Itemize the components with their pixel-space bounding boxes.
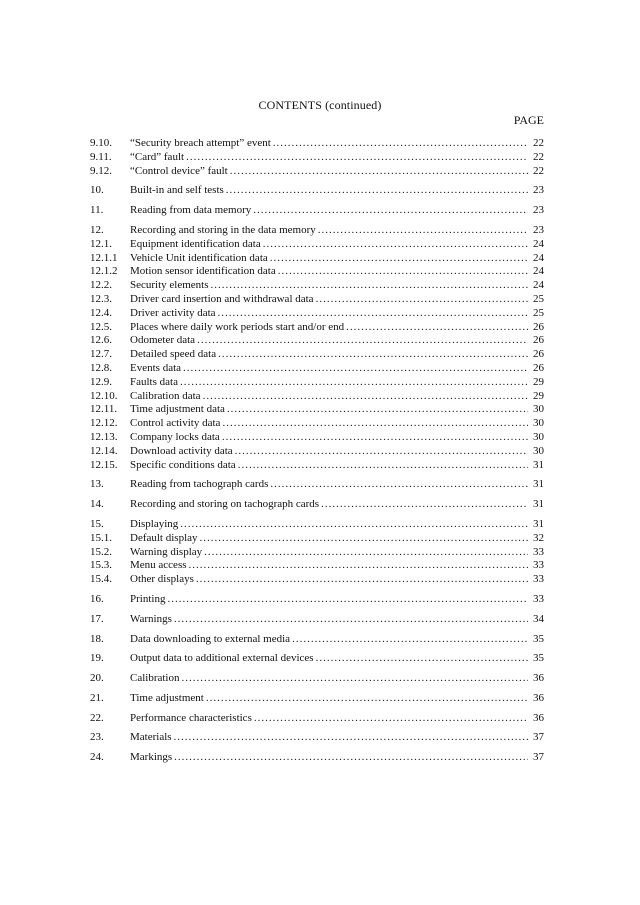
toc-entry [90, 431, 544, 445]
toc-entry [90, 459, 544, 473]
toc-entry-page: 37 [533, 751, 544, 764]
toc-entry-page: 31 [533, 517, 544, 530]
toc-entry-page: 23 [533, 204, 544, 217]
toc-entry-title: Materials [130, 731, 172, 744]
toc-entry-title: Default display [130, 531, 198, 544]
toc-entry-title: Recording and storing on tachograph cards [130, 498, 320, 511]
toc-entry [90, 613, 544, 627]
toc-entry-page: 22 [533, 150, 544, 163]
dot-leader [222, 417, 528, 431]
dot-leader [292, 633, 528, 647]
toc-entry [90, 390, 544, 404]
dot-leader [218, 307, 528, 321]
toc-entry [90, 573, 544, 587]
toc-entry-number: 23. [90, 731, 104, 744]
toc-entry-title: Driver activity data [130, 306, 216, 319]
toc-entry [90, 165, 544, 179]
toc-entry-title: Time adjustment data [130, 403, 225, 416]
toc-entry-title: Warning display [130, 545, 203, 558]
toc-entry-title: Markings [130, 751, 173, 764]
toc-entry [90, 731, 544, 745]
toc-entry-page: 30 [533, 417, 544, 430]
dot-leader [226, 184, 528, 198]
toc-entry-page: 23 [533, 184, 544, 197]
toc-entry-number: 12.2. [90, 279, 112, 292]
toc-entry [90, 204, 544, 218]
toc-entry-title: Detailed speed data [130, 348, 217, 361]
dot-leader [206, 692, 528, 706]
toc-entry-title: Calibration [130, 672, 180, 685]
toc-entry-title: Company locks data [130, 430, 220, 443]
toc-entry-number: 24. [90, 751, 104, 764]
toc-entry-number: 20. [90, 672, 104, 685]
toc-entry-page: 30 [533, 444, 544, 457]
toc-entry-title: Driver card insertion and withdrawal data [130, 292, 314, 305]
toc-entry-title: “Card” fault [130, 150, 185, 163]
toc-entry-title: Faults data [130, 375, 178, 388]
toc-entry [90, 238, 544, 252]
toc-entry-title: Performance characteristics [130, 711, 252, 724]
dot-leader [270, 478, 528, 492]
toc-entry-number: 15.2. [90, 545, 112, 558]
toc-entry-page: 26 [533, 334, 544, 347]
toc-entry [90, 672, 544, 686]
toc-entry-page: 36 [533, 711, 544, 724]
toc-entry [90, 376, 544, 390]
toc-entry [90, 546, 544, 560]
toc-entry-number: 19. [90, 652, 104, 665]
toc-entry-title: Equipment identification data [130, 237, 261, 250]
toc-entry-number: 15.3. [90, 559, 112, 572]
toc-entry-page: 33 [533, 592, 544, 605]
toc-entry [90, 751, 544, 765]
toc-entry-number: 10. [90, 184, 104, 197]
toc-entry-page: 31 [533, 478, 544, 491]
toc-entry [90, 498, 544, 512]
page-column-label: PAGE [513, 113, 544, 127]
toc-entry-number: 12.1. [90, 237, 112, 250]
toc-entry-page: 26 [533, 348, 544, 361]
toc-entry [90, 445, 544, 459]
toc-entry [90, 184, 544, 198]
toc-entry-number: 17. [90, 612, 104, 625]
toc-entry [90, 712, 544, 726]
toc-entry-title: Menu access [130, 559, 187, 572]
toc-entry [90, 478, 544, 492]
toc-entry [90, 293, 544, 307]
toc-entry [90, 559, 544, 573]
toc-entry-number: 9.10. [90, 137, 112, 149]
toc-entry-title: Events data [130, 361, 182, 374]
dot-leader [174, 613, 528, 627]
toc-entry-page: 36 [533, 672, 544, 685]
toc-entry-number: 18. [90, 632, 104, 645]
toc-entry-page: 30 [533, 403, 544, 416]
toc-entry-number: 12.1.2 [90, 265, 118, 278]
dot-leader [167, 593, 528, 607]
toc-entry [90, 307, 544, 321]
toc-entry-number: 16. [90, 592, 104, 605]
toc-entry-number: 12.9. [90, 375, 112, 388]
toc-entry-number: 14. [90, 498, 104, 511]
toc-entry-title: Security elements [130, 279, 209, 292]
toc-entry-title: Reading from tachograph cards [130, 478, 269, 491]
toc-entry-title: Calibration data [130, 389, 201, 402]
table-of-contents [90, 137, 544, 765]
toc-entry-title: Recording and storing in the data memory [130, 223, 316, 236]
toc-entry [90, 279, 544, 293]
toc-entry-number: 12.13. [90, 430, 118, 443]
toc-entry [90, 403, 544, 417]
dot-leader [263, 238, 528, 252]
toc-entry-page: 33 [533, 573, 544, 586]
toc-entry-title: Download activity data [130, 444, 233, 457]
toc-entry-number: 15.1. [90, 531, 112, 544]
toc-entry [90, 334, 544, 348]
toc-entry-page: 36 [533, 691, 544, 704]
toc-entry-title: Built-in and self tests [130, 184, 224, 197]
toc-entry-page: 32 [533, 531, 544, 544]
dot-leader [235, 445, 528, 459]
toc-entry-number: 12.8. [90, 361, 112, 374]
toc-entry [90, 417, 544, 431]
toc-entry-number: 12.3. [90, 292, 112, 305]
dot-leader [321, 498, 528, 512]
toc-entry-title: Odometer data [130, 334, 196, 347]
dot-leader [197, 334, 528, 348]
toc-entry-number: 12.4. [90, 306, 112, 319]
dot-leader [318, 224, 528, 238]
toc-entry-number: 12.1.1 [90, 251, 118, 264]
toc-entry-page: 23 [533, 223, 544, 236]
dot-leader [316, 652, 528, 666]
toc-entry-number: 12.11. [90, 403, 118, 416]
toc-entry-title: Reading from data memory [130, 204, 252, 217]
toc-entry-number: 12.5. [90, 320, 112, 333]
toc-entry-number: 15.4. [90, 573, 112, 586]
dot-leader [270, 252, 528, 266]
toc-entry [90, 652, 544, 666]
toc-entry-page: 24 [533, 279, 544, 292]
toc-entry-page: 33 [533, 559, 544, 572]
toc-entry-title: Displaying [130, 517, 179, 530]
toc-entry [90, 518, 544, 532]
dot-leader [218, 348, 528, 362]
dot-leader [174, 731, 528, 745]
toc-entry-title: Motion sensor identification data [130, 265, 276, 278]
toc-entry-page: 34 [533, 612, 544, 625]
toc-entry-title: “Control device” fault [130, 164, 228, 177]
dot-leader [196, 573, 528, 587]
toc-entry-page: 29 [533, 389, 544, 402]
toc-entry [90, 265, 544, 279]
dot-leader [180, 376, 528, 390]
dot-leader [238, 459, 528, 473]
toc-entry-page: 25 [533, 306, 544, 319]
toc-entry-title: Vehicle Unit identification data [130, 251, 268, 264]
toc-entry-title: Data downloading to external media [130, 632, 291, 645]
dot-leader [230, 165, 528, 179]
dot-leader [211, 279, 528, 293]
toc-entry-number: 12.14. [90, 444, 118, 457]
toc-entry [90, 692, 544, 706]
toc-entry-title: Other displays [130, 573, 194, 586]
toc-entry-title: Printing [130, 592, 166, 605]
toc-entry-page: 33 [533, 545, 544, 558]
toc-entry-page: 37 [533, 731, 544, 744]
toc-entry [90, 224, 544, 238]
dot-leader [204, 546, 528, 560]
dot-leader [183, 362, 528, 376]
toc-entry [90, 633, 544, 647]
toc-entry-number: 12.15. [90, 458, 118, 471]
toc-entry-page: 26 [533, 320, 544, 333]
toc-entry-number: 9.11. [90, 150, 112, 163]
toc-entry [90, 137, 544, 151]
toc-entry [90, 348, 544, 362]
toc-entry-title: Warnings [130, 612, 172, 625]
toc-entry-page: 25 [533, 292, 544, 305]
toc-entry-page: 26 [533, 361, 544, 374]
toc-entry-page: 31 [533, 458, 544, 471]
toc-entry-title: Time adjustment [130, 691, 204, 704]
dot-leader [253, 204, 528, 218]
toc-entry [90, 593, 544, 607]
toc-entry-page: 35 [533, 652, 544, 665]
toc-entry-page: 22 [533, 164, 544, 177]
toc-entry-number: 12.7. [90, 348, 112, 361]
toc-entry-number: 22. [90, 711, 104, 724]
dot-leader [186, 151, 528, 165]
toc-entry-title: Output data to additional external devices [130, 652, 314, 665]
toc-entry-number: 12.6. [90, 334, 112, 347]
toc-entry-number: 13. [90, 478, 104, 491]
toc-entry-page: 22 [533, 137, 544, 149]
toc-entry-title: Control activity data [130, 417, 221, 430]
toc-entry [90, 252, 544, 266]
toc-entry-number: 12. [90, 223, 104, 236]
dot-leader [180, 518, 528, 532]
dot-leader [278, 265, 528, 279]
dot-leader [346, 321, 528, 335]
toc-entry-page: 31 [533, 498, 544, 511]
toc-entry [90, 321, 544, 335]
toc-entry [90, 151, 544, 165]
toc-entry-page: 24 [533, 251, 544, 264]
toc-entry-number: 21. [90, 691, 104, 704]
dot-leader [254, 712, 528, 726]
toc-entry-number: 12.12. [90, 417, 118, 430]
toc-entry-title: Specific conditions data [130, 458, 236, 471]
toc-entry [90, 532, 544, 546]
toc-entry-page: 24 [533, 237, 544, 250]
toc-entry-number: 15. [90, 517, 104, 530]
dot-leader [227, 403, 528, 417]
toc-entry-number: 9.12. [90, 164, 112, 177]
dot-leader [200, 532, 528, 546]
toc-entry-page: 24 [533, 265, 544, 278]
toc-entry-number: 11. [90, 204, 104, 217]
page-title: CONTENTS (continued) [258, 98, 382, 112]
toc-entry-title: “Security breach attempt” event [130, 137, 271, 149]
dot-leader [273, 137, 528, 151]
dot-leader [316, 293, 528, 307]
toc-entry-title: Places where daily work periods start and/or end [130, 320, 345, 333]
toc-entry-page: 29 [533, 375, 544, 388]
dot-leader [189, 559, 528, 573]
toc-entry-page: 35 [533, 632, 544, 645]
toc-entry [90, 362, 544, 376]
dot-leader [182, 672, 529, 686]
toc-entry-page: 30 [533, 430, 544, 443]
dot-leader [203, 390, 528, 404]
dot-leader [174, 751, 528, 765]
dot-leader [222, 431, 528, 445]
toc-entry-number: 12.10. [90, 389, 118, 402]
